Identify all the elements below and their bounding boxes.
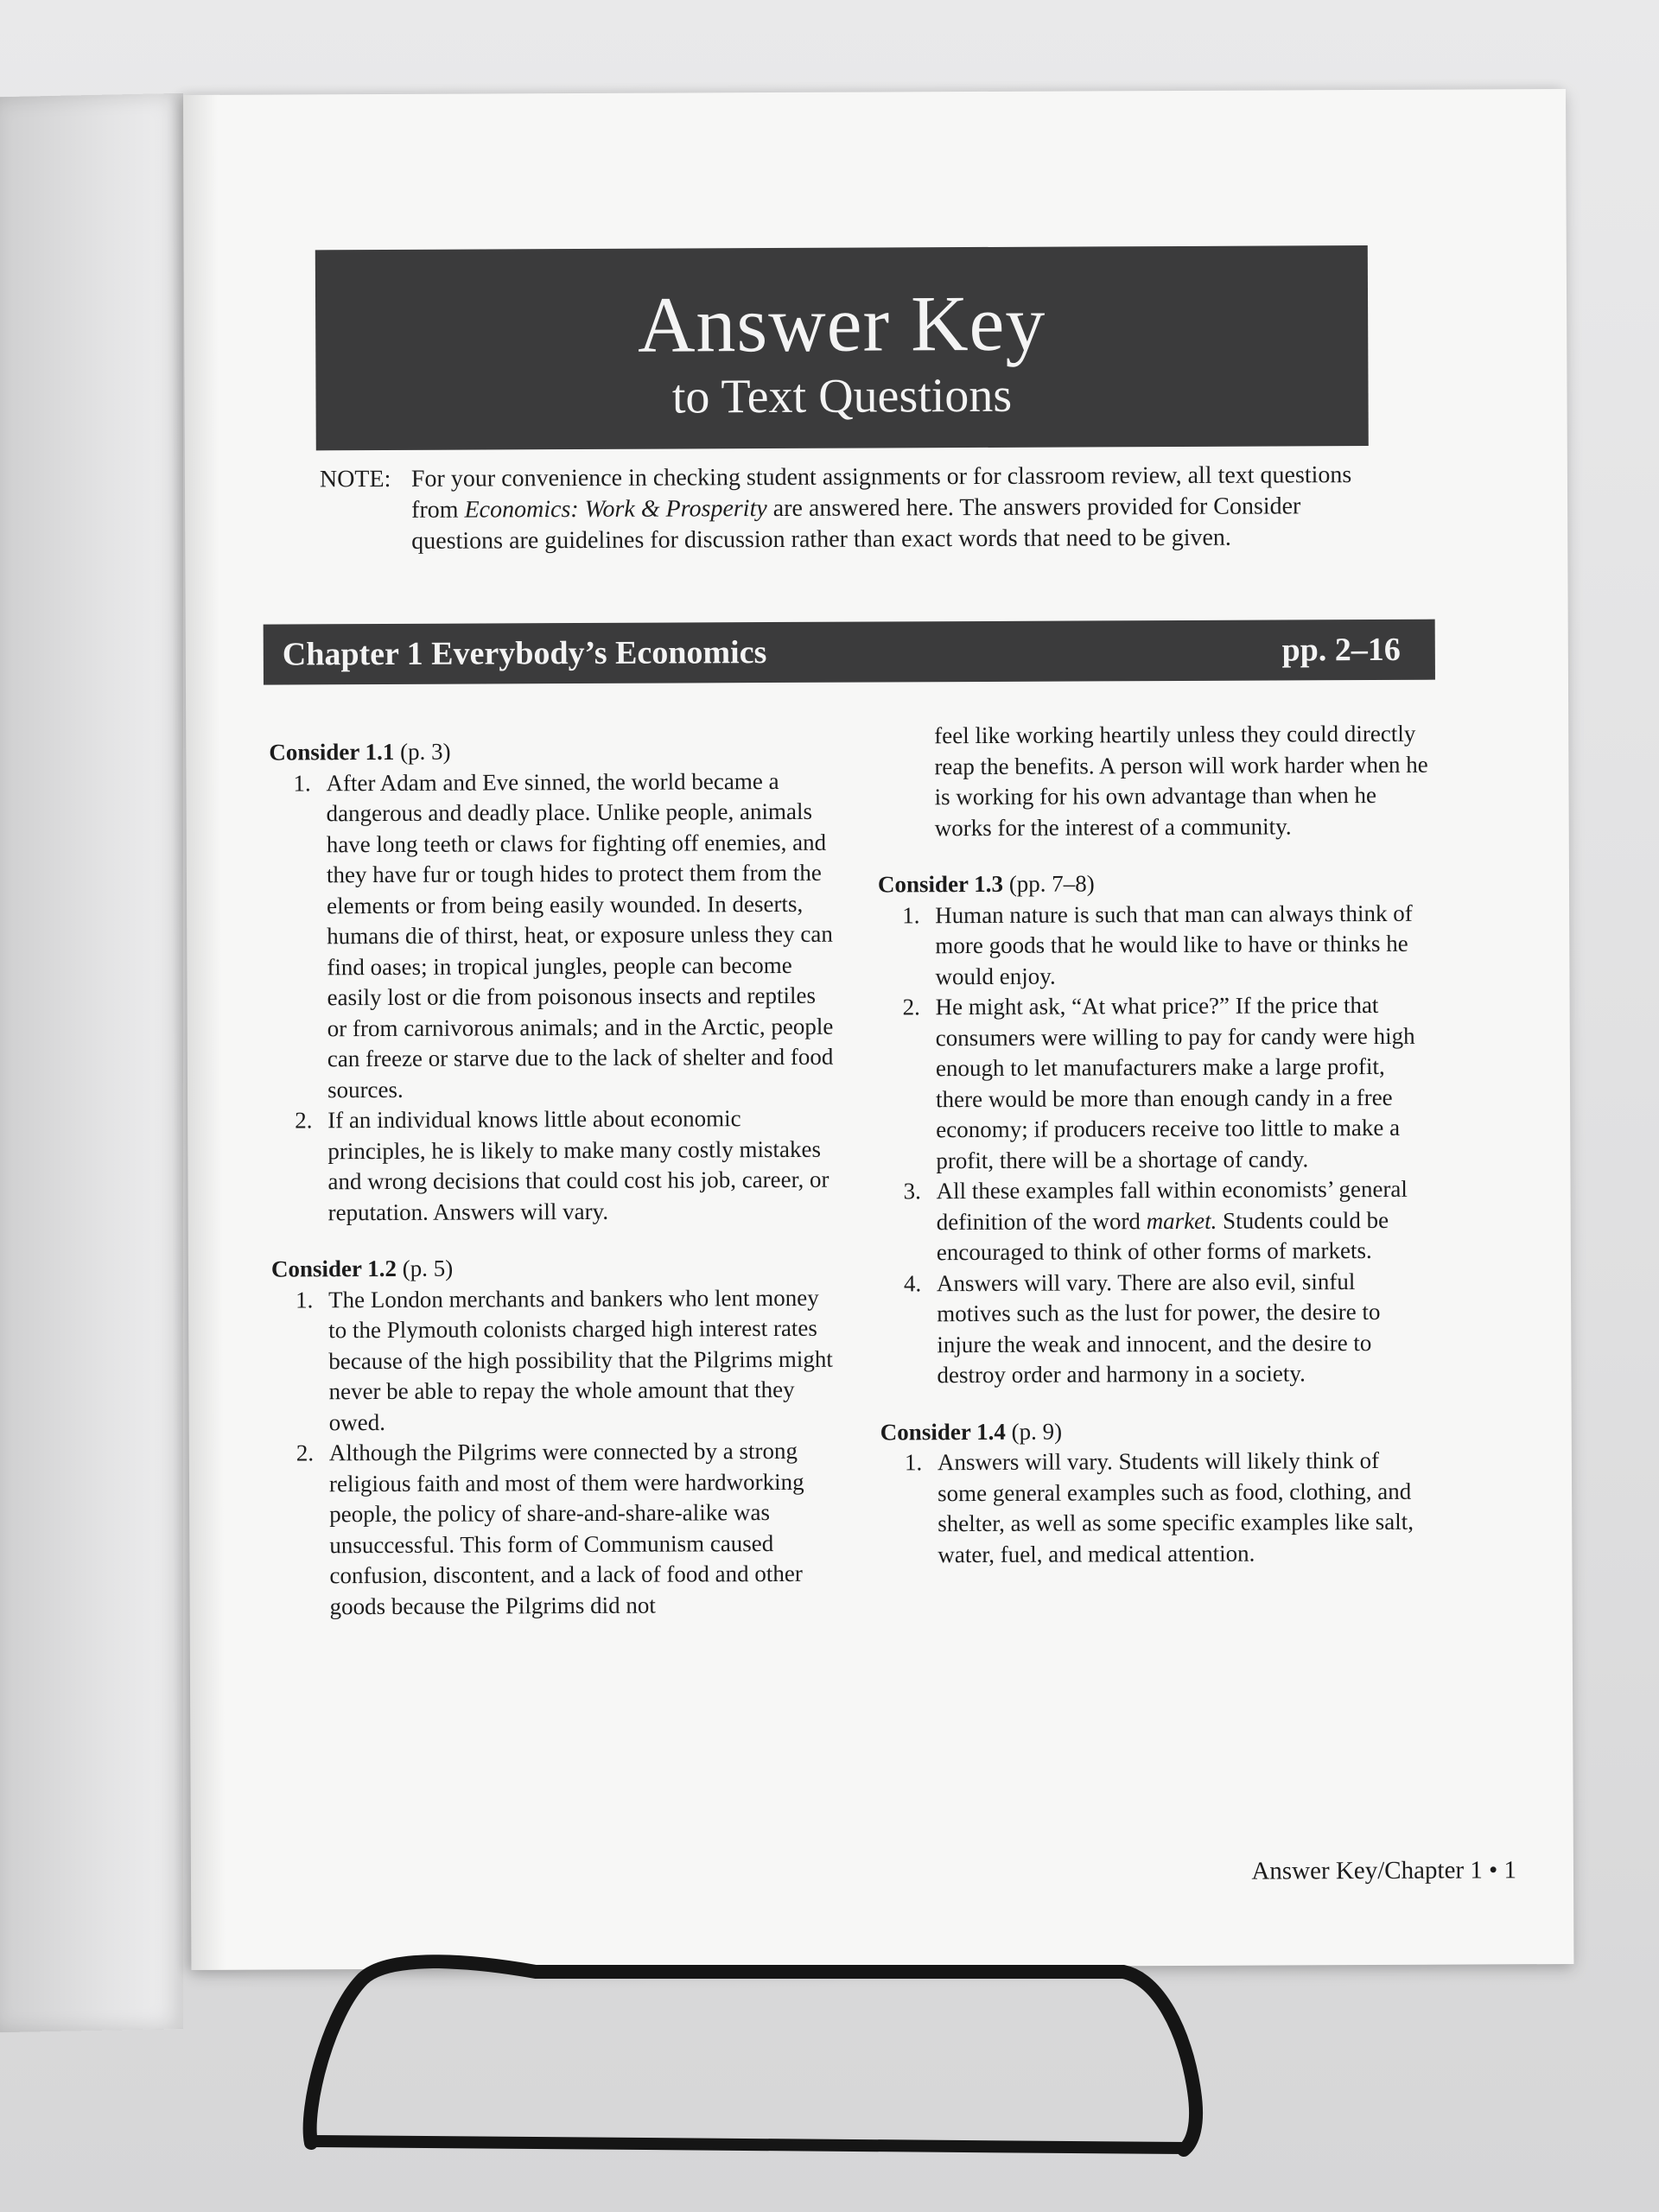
- section-heading: [269, 735, 839, 768]
- answer-number: 1.: [902, 901, 920, 928]
- answer-continuation: feel like working heartily unless they could directly reap the benefits. A person will work harder when he is working for his own advantage than when he works for the interest of a community.: [934, 720, 1428, 841]
- stand-base: [311, 2141, 1185, 2148]
- answer-item: [272, 1436, 843, 1623]
- term-market: market.: [1146, 1207, 1217, 1234]
- section-heading-pages: (p. 9): [1011, 1418, 1063, 1445]
- section-gap: [271, 1226, 842, 1255]
- stand-wire: [310, 1961, 1196, 2150]
- section-gap: [880, 1389, 1433, 1417]
- page-gutter-shadow: [183, 95, 226, 1970]
- answer-item: [878, 898, 1431, 992]
- answer-list: [271, 1282, 843, 1622]
- chapter-pages: pp. 2–16: [1281, 631, 1401, 669]
- title-banner: [315, 245, 1369, 450]
- facing-page: [0, 93, 183, 2032]
- answer-text: Answers will vary. Students will likely think of some general examples such as food, clothing, and shelter, as well as some specific examples like salt, water, fuel, and medical attention.: [937, 1446, 1414, 1567]
- answer-item: [879, 990, 1433, 1177]
- answer-text: He might ask, “At what price?” If the price that consumers were willing to pay for candy were high enough to let manufacturers make a large profit, there would be more than enough candy in a free economy; if producers receive too little to make a profit, there will be a shortage of candy.: [935, 991, 1415, 1173]
- note-text: [411, 460, 1379, 557]
- right-column: [877, 719, 1433, 1571]
- page-subtitle: to Text Questions: [671, 368, 1013, 424]
- answer-text: Although the Pilgrims were connected by a strong religious faith and most of them were hardworking people, the policy of share-and-share-alike was unsuccessful. This form of Communism caused confusion, discontent, and a lack of food and other goods because the Pilgrims did not: [328, 1437, 804, 1619]
- answer-text: If an individual knows little about economic principles, he is likely to make many costly mistakes and wrong decisions that could cost his job, career, or reputation. Answers will vary.: [327, 1105, 830, 1225]
- note-text-part-2: are answered here. The answers provided for Consider questions are guidelines for discussion rather than exact words that need to be given.: [411, 493, 1301, 555]
- answer-number: 2.: [295, 1107, 313, 1134]
- note-text-part-1: For your convenience in checking student assignments or for classroom review, all text questions from: [410, 461, 1352, 524]
- answer-list: [878, 898, 1433, 1391]
- answer-key-page: [183, 89, 1573, 1970]
- section-heading-label: Consider 1.3: [877, 870, 1004, 898]
- answer-number: 1.: [296, 1286, 314, 1313]
- section-heading: [271, 1252, 842, 1285]
- page-footer: Answer Key/Chapter 1 • 1: [1251, 1856, 1517, 1885]
- section-heading-label: Consider 1.4: [880, 1418, 1006, 1445]
- answer-item: [880, 1266, 1433, 1391]
- answer-text-part-2: Students could be encouraged to think of other forms of markets.: [936, 1206, 1389, 1266]
- section-heading-pages: (p. 3): [400, 738, 451, 765]
- answer-list: [880, 1446, 1434, 1571]
- section-heading-pages: (pp. 7–8): [1008, 870, 1095, 897]
- answer-text-part-1: All these examples fall within economists’ general definition of the word: [936, 1175, 1408, 1235]
- section-heading: [880, 1414, 1433, 1447]
- answer-text: Human nature is such that man can always think of more goods that he would like to have or thinks he would enjoy.: [935, 899, 1413, 989]
- left-column: [269, 735, 842, 1623]
- answer-number: 2.: [296, 1440, 315, 1466]
- answer-number: 3.: [903, 1178, 921, 1205]
- answer-number: 4.: [903, 1269, 922, 1296]
- note-label: NOTE:: [319, 465, 391, 493]
- section-heading-label: Consider 1.2: [270, 1255, 397, 1282]
- section-gap: [878, 842, 1431, 870]
- section-heading-pages: (p. 5): [402, 1255, 454, 1281]
- page-title: Answer Key: [637, 278, 1046, 369]
- note-block: [319, 460, 1391, 555]
- chapter-header: [264, 620, 1435, 685]
- answer-item: [271, 1282, 842, 1438]
- answer-list: [269, 766, 841, 1228]
- answer-item: [879, 1174, 1432, 1268]
- answer-text: Answers will vary. There are also evil, sinful motives such as the lust for power, the desire to injure the weak and innocent, and the desire to destroy order and harmony in a society.: [936, 1268, 1381, 1389]
- section-heading-label: Consider 1.1: [269, 738, 395, 766]
- answer-text: After Adam and Eve sinned, the world became a dangerous and deadly place. Unlike people, animals have long teeth or claws for fighting off enemies, and they have fur or tough hides to protect them from the elements or from being easily wounded. In deserts, humans die of thirst, heat, or exposure unless they can find oases; in tropical jungles, people can become easily lost or die from poisonous insects and reptiles or from carnivorous animals; and in the Arctic, people can freeze or starve due to the lack of shelter and food sources.: [326, 767, 834, 1103]
- answer-item: [270, 1103, 842, 1229]
- book-title: Economics: Work & Prosperity: [464, 495, 767, 524]
- answer-item: [880, 1446, 1434, 1571]
- answer-item: [269, 766, 841, 1105]
- answer-number: 1.: [293, 769, 311, 796]
- answer-text: The London merchants and bankers who lent money to the Plymouth colonists charged high interest rates because of the high possibility that the Pilgrims might never be able to repay the whole amount that they owed.: [328, 1284, 833, 1435]
- chapter-title: Chapter 1 Everybody’s Economics: [282, 634, 767, 673]
- answer-number: 1.: [904, 1449, 923, 1476]
- section-heading: [878, 868, 1431, 900]
- answer-number: 2.: [902, 994, 920, 1020]
